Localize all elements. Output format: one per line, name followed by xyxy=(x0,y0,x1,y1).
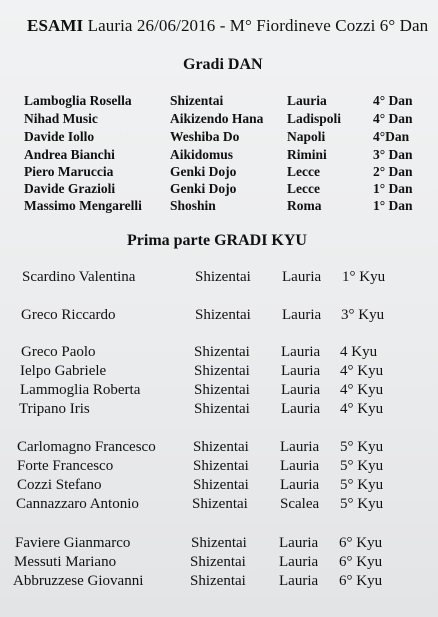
dan-club: Aikizendo Hana xyxy=(170,111,264,126)
dan-club: Genki Dojo xyxy=(170,181,237,196)
kyu-city: Lauria xyxy=(280,458,320,474)
dan-club: Shizentai xyxy=(170,93,224,108)
kyu-name: Greco Riccardo xyxy=(21,307,116,323)
dan-city: Lauria xyxy=(287,93,327,108)
dan-name: Lamboglia Rosella xyxy=(24,93,132,108)
kyu-name: Forte Francesco xyxy=(17,458,114,474)
kyu-city: Lauria xyxy=(281,344,321,360)
kyu-name: Scardino Valentina xyxy=(22,269,136,285)
dan-city: Roma xyxy=(287,198,322,213)
kyu-club: Shizentai xyxy=(195,307,251,323)
kyu-grade: 5° Kyu xyxy=(340,496,384,512)
kyu-name: Carlomagno Francesco xyxy=(17,439,156,455)
kyu-club: Shizentai xyxy=(192,496,248,512)
kyu-name: Cozzi Stefano xyxy=(17,477,102,493)
dan-grade: 4°Dan xyxy=(373,129,410,144)
dan-name: Davide Grazioli xyxy=(24,181,116,196)
dan-city: Lecce xyxy=(287,164,320,179)
kyu-club: Shizentai xyxy=(193,458,249,474)
kyu-grade: 5° Kyu xyxy=(340,458,384,474)
kyu-name: Faviere Gianmarco xyxy=(15,535,131,551)
kyu-city: Lauria xyxy=(279,554,319,570)
dan-city: Rimini xyxy=(287,147,327,162)
kyu-name: Messuti Mariano xyxy=(14,554,117,570)
dan-club: Genki Dojo xyxy=(170,164,237,179)
dan-grade: 3° Dan xyxy=(373,147,413,162)
kyu-city: Lauria xyxy=(279,535,319,551)
kyu-section-title: Prima parte GRADI KYU xyxy=(127,232,307,249)
kyu-city: Scalea xyxy=(280,496,320,512)
kyu-club: Shizentai xyxy=(194,382,250,398)
kyu-name: Lammoglia Roberta xyxy=(20,382,141,398)
header-esami: ESAMI xyxy=(27,16,84,35)
kyu-club: Shizentai xyxy=(194,344,250,360)
dan-name: Davide Iollo xyxy=(24,129,95,144)
dan-name: Massimo Mengarelli xyxy=(24,198,142,213)
kyu-club: Shizentai xyxy=(193,477,249,493)
dan-city: Napoli xyxy=(287,129,326,144)
kyu-grade: 4° Kyu xyxy=(340,363,384,379)
kyu-grade: 1° Kyu xyxy=(342,269,386,285)
dan-grade: 4° Dan xyxy=(373,111,413,126)
dan-name: Andrea Bianchi xyxy=(24,147,115,162)
kyu-name: Abbruzzese Giovanni xyxy=(13,573,144,589)
dan-club: Shoshin xyxy=(170,198,216,213)
kyu-grade: 4 Kyu xyxy=(340,344,378,360)
dan-club: Weshiba Do xyxy=(170,129,240,144)
dan-city: Lecce xyxy=(287,181,320,196)
kyu-club: Shizentai xyxy=(193,439,249,455)
kyu-name: Ielpo Gabriele xyxy=(20,363,107,379)
kyu-city: Lauria xyxy=(281,401,321,417)
kyu-name: Tripano Iris xyxy=(19,401,90,417)
kyu-club: Shizentai xyxy=(195,269,251,285)
dan-name: Nihad Music xyxy=(24,111,98,126)
kyu-city: Lauria xyxy=(280,439,320,455)
kyu-club: Shizentai xyxy=(190,554,246,570)
kyu-club: Shizentai xyxy=(194,363,250,379)
kyu-club: Shizentai xyxy=(194,401,250,417)
kyu-city: Lauria xyxy=(282,269,322,285)
kyu-name: Cannazzaro Antonio xyxy=(16,496,139,512)
kyu-city: Lauria xyxy=(282,307,322,323)
kyu-club: Shizentai xyxy=(190,573,246,589)
dan-grade: 1° Dan xyxy=(373,198,413,213)
dan-grade: 2° Dan xyxy=(373,164,413,179)
kyu-grade: 5° Kyu xyxy=(340,439,384,455)
kyu-grade: 4° Kyu xyxy=(340,382,384,398)
kyu-grade: 6° Kyu xyxy=(339,573,383,589)
header-details: Lauria 26/06/2016 - M° Fiordineve Cozzi 6° Dan xyxy=(87,16,429,35)
kyu-city: Lauria xyxy=(281,382,321,398)
kyu-grade: 4° Kyu xyxy=(340,401,384,417)
kyu-club: Shizentai xyxy=(191,535,247,551)
kyu-city: Lauria xyxy=(279,573,319,589)
kyu-city: Lauria xyxy=(281,363,321,379)
kyu-grade: 6° Kyu xyxy=(339,554,383,570)
kyu-grade: 3° Kyu xyxy=(341,307,385,323)
dan-city: Ladispoli xyxy=(287,111,342,126)
kyu-name: Greco Paolo xyxy=(21,344,96,360)
dan-grade: 1° Dan xyxy=(373,181,413,196)
kyu-grade: 5° Kyu xyxy=(340,477,384,493)
dan-name: Piero Maruccia xyxy=(24,164,114,179)
dan-section-title: Gradi DAN xyxy=(183,56,263,73)
exam-header xyxy=(27,16,428,36)
dan-grade: 4° Dan xyxy=(373,93,413,108)
kyu-grade: 6° Kyu xyxy=(339,535,383,551)
kyu-city: Lauria xyxy=(280,477,320,493)
dan-club: Aikidomus xyxy=(170,147,234,162)
